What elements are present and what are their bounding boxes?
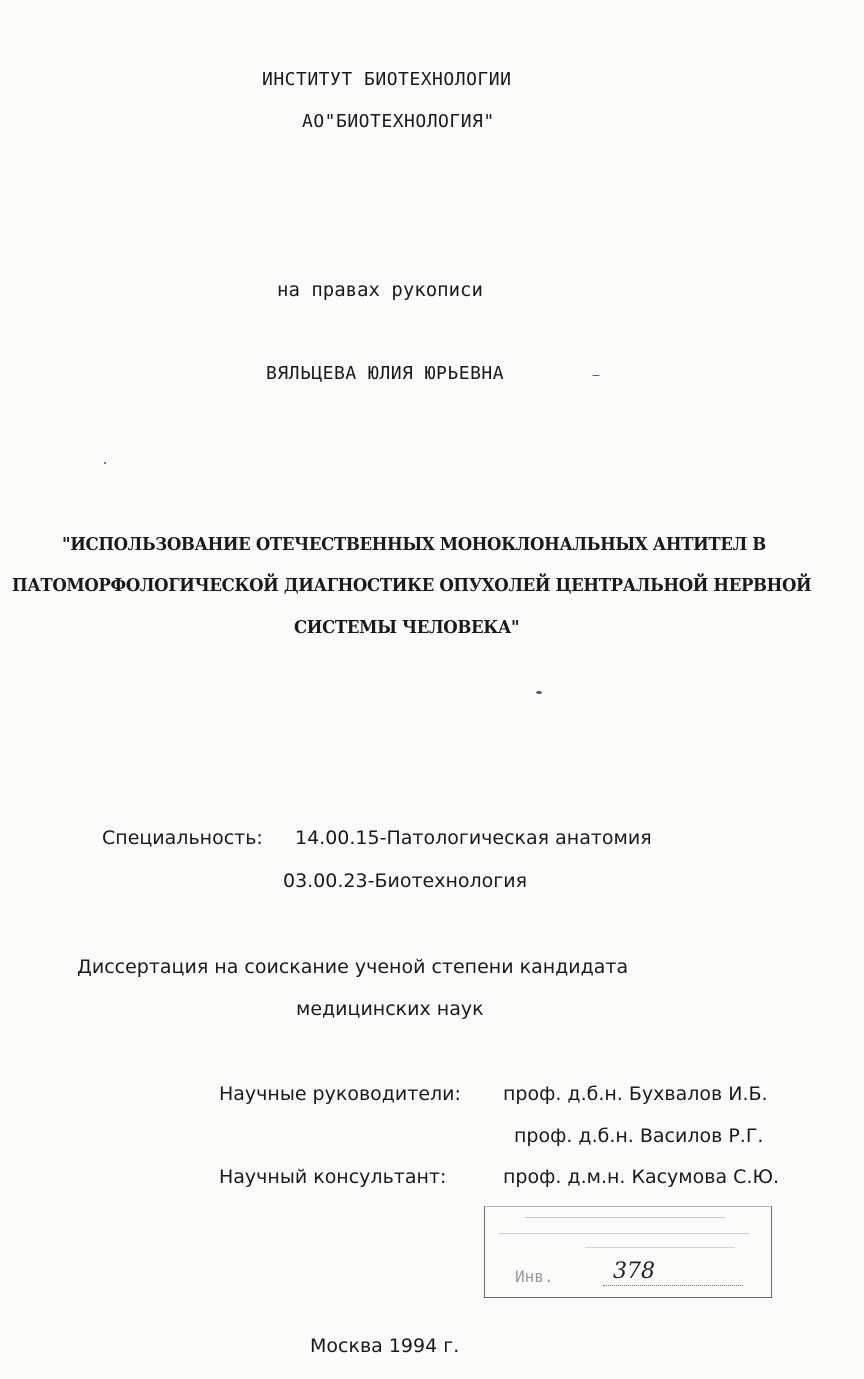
stamp-underline [603, 1285, 743, 1286]
institute-name: ИНСТИТУТ БИОТЕХНОЛОГИИ [262, 69, 512, 90]
city-year: Москва 1994 г. [310, 1335, 460, 1357]
author-name: ВЯЛЬЦЕВА ЮЛИЯ ЮРЬЕВНА [266, 363, 505, 384]
supervisor-1: проф. д.б.н. Бухвалов И.Б. [503, 1083, 768, 1105]
stamp-faint-line-1 [525, 1217, 725, 1226]
title-line-3: СИСТЕМЫ ЧЕЛОВЕКА" [294, 617, 520, 638]
manuscript-note: на правах рукописи [277, 279, 483, 301]
stamp-inventory-label: Инв. [515, 1267, 554, 1286]
company-name: АО"БИОТЕХНОЛОГИЯ" [302, 111, 495, 132]
stamp-faint-line-2 [499, 1233, 749, 1242]
speck-2 [592, 375, 600, 376]
title-line-2: ПАТОМОРФОЛОГИЧЕСКОЙ ДИАГНОСТИКЕ ОПУХОЛЕЙ ЦЕНТРАЛЬНОЙ НЕРВНОЙ [12, 575, 812, 596]
consultant-person: проф. д.м.н. Касумова С.Ю. [503, 1166, 780, 1188]
supervisors-label: Научные руководители: [219, 1083, 461, 1105]
specialty-item-2: 03.00.23-Биотехнология [283, 870, 528, 892]
title-line-1: "ИСПОЛЬЗОВАНИЕ ОТЕЧЕСТВЕННЫХ МОНОКЛОНАЛЬНЫХ АНТИТЕЛ В [62, 534, 766, 555]
specialty-label: Специальность: [102, 827, 263, 849]
speck-3 [104, 462, 106, 464]
library-stamp [484, 1206, 772, 1298]
stamp-faint-line-3 [585, 1247, 735, 1256]
specialty-item-1: 14.00.15-Патологическая анатомия [295, 827, 652, 849]
dissertation-line-1: Диссертация на соискание ученой степени кандидата [77, 956, 629, 978]
supervisor-2: проф. д.б.н. Василов Р.Г. [514, 1125, 764, 1147]
stamp-inventory-number: 378 [613, 1259, 655, 1284]
consultant-label: Научный консультант: [219, 1166, 447, 1188]
dissertation-line-2: медицинских наук [296, 998, 484, 1020]
speck-1 [536, 691, 542, 694]
